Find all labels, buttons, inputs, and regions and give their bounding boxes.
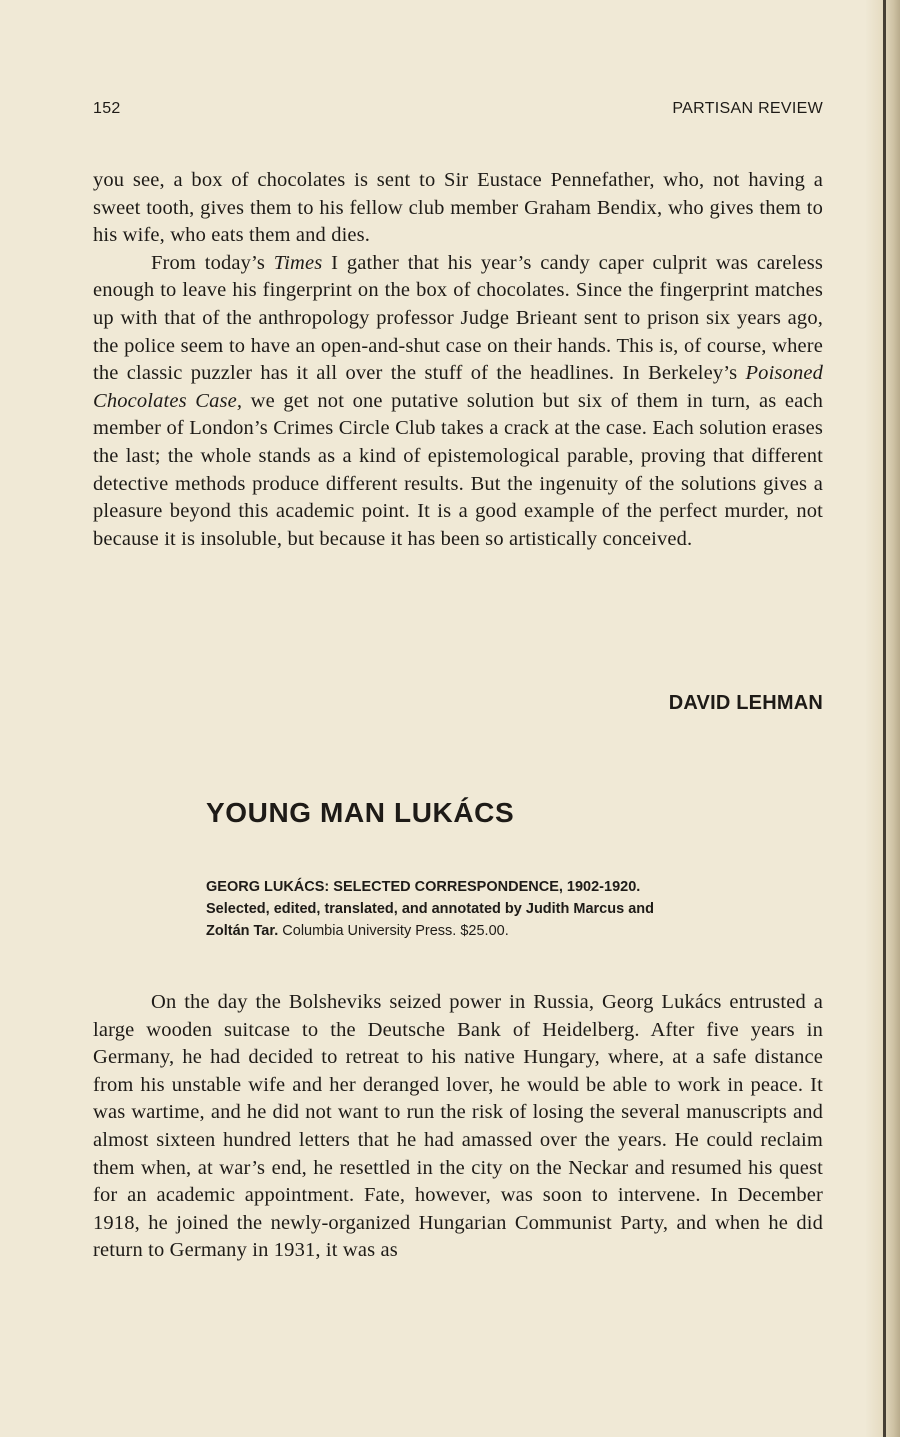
page-number: 152 xyxy=(93,100,121,117)
italic-title-times: Times xyxy=(273,251,323,274)
previous-article-text xyxy=(93,167,823,553)
text-run: From today’s xyxy=(151,251,274,274)
article-title: YOUNG MAN LUKÁCS xyxy=(206,797,515,828)
binding-edge-line xyxy=(883,0,886,1437)
text-run: we get not one putative solution but six of them in turn, as each member of London’s Crimes Circle Club takes a crack at the case. Each solution erases the last; the whole stands as a kind of epistemological parable, proving that different detective methods produce different results. But the ingenuity of the solutions gives a pleasure beyond this academic point. It is a good example of the perfect murder, not because it is insoluble, but because it has been so artistically conceived. xyxy=(93,389,823,550)
book-info xyxy=(206,876,826,942)
italic-title-poisoned-chocolates: Poisoned Chocolates Case, xyxy=(93,362,823,412)
article-paragraph: On the day the Bolsheviks seized power in Russia, Georg Lukács entrusted a large wooden suitcase to the Deutsche Bank of Heidelberg. After five years in Germany, he had decided to retreat to his native Hungary, where, at a safe distance from his unstable wife and her deranged lover, he would be able to work in peace. It was wartime, and he did not want to run the risk of losing the several manuscripts and almost sixteen hundred letters that he had amassed over the years. He could reclaim them when, at war’s end, he resettled in the city on the Neckar and resumed his quest for an academic appointment. Fate, however, was soon to intervene. In December 1918, he joined the newly-organized Hungarian Communist Party, and when he did return to Germany in 1931, it was as xyxy=(93,991,823,1262)
paragraph-continued: you see, a box of chocolates is sent to Sir Eustace Pennefather, who, not having a sweet tooth, gives them to his fellow club member Graham Bendix, who gives them to his wife, who eats them and dies. xyxy=(93,169,823,247)
editor-name: Zoltán Tar. xyxy=(206,923,279,939)
book-editors: Selected, edited, translated, and annotated by Judith Marcus and xyxy=(206,901,654,917)
book-publisher-line xyxy=(206,920,826,942)
book-title: GEORG LUKÁCS: SELECTED CORRESPONDENCE, 1902-1920. xyxy=(206,879,641,895)
text-run: I gather that his year’s candy caper culprit was careless enough to leave his fingerprint on the box of chocolates. Since the fingerprint matches up with that of the anthropology professor Judge Brieant sent to prison six years ago, the police seem to have an open-and-shut case on their hands. This is, of course, where the classic puzzler has it all over the stuff of the headlines. In Berkeley’s xyxy=(93,251,823,385)
running-head xyxy=(93,100,823,124)
author-signature: DAVID LEHMAN xyxy=(668,692,823,714)
journal-name: PARTISAN REVIEW xyxy=(672,100,823,117)
publisher-info: Columbia University Press. $25.00. xyxy=(278,923,509,939)
paragraph-times xyxy=(93,250,823,554)
article-body xyxy=(93,989,823,1265)
